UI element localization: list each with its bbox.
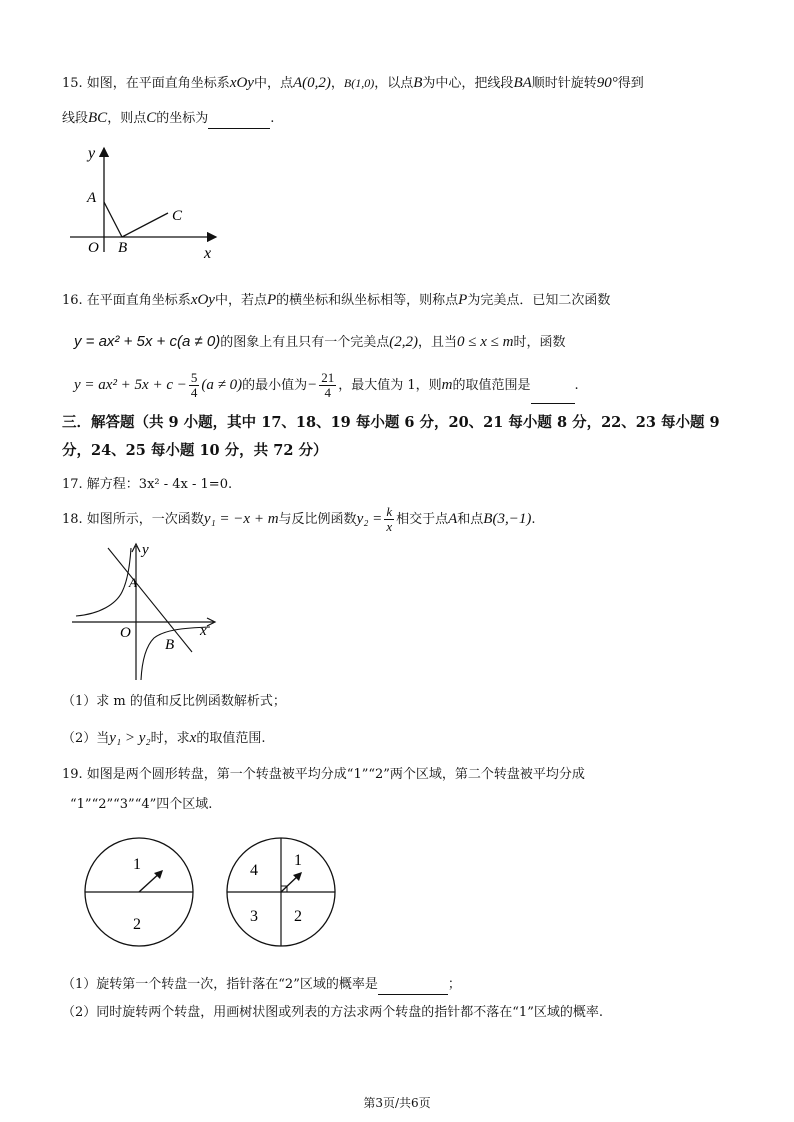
q19-part2: （2）同时旋转两个转盘，用画树状图或列表的方法求两个转盘的指针都不落在“1”区域的概率. <box>62 1005 603 1020</box>
label-o: O <box>120 625 131 641</box>
q19-answer-blank <box>378 976 448 995</box>
spinner-2-region-2: 2 <box>294 908 302 925</box>
hyperbola-branch-2nd-quadrant <box>76 548 131 616</box>
section3-heading-line2: 分，24、25 每小题 10 分，共 72 分） <box>62 442 328 459</box>
q18-part2: （2）当y₁ > y₂时，求x的取值范围. <box>62 730 266 746</box>
label-x: x <box>204 245 212 262</box>
label-y: y <box>88 145 96 162</box>
spinner-1 <box>82 835 196 949</box>
q17-text: 17. 解方程：3x² - 4x - 1=0. <box>62 477 233 492</box>
spinner-1-region-2: 2 <box>133 916 141 933</box>
q16-function-2: y = ax² + 5x + c − <box>74 377 187 393</box>
label-a: A <box>87 190 97 206</box>
q18-part1: （1）求 m 的值和反比例函数解析式； <box>62 694 286 709</box>
label-c: C <box>172 208 183 224</box>
fraction-21-4: $\frac{21}{4}$ <box>321 370 335 400</box>
segment-ab <box>104 202 122 237</box>
label-y: y <box>142 542 149 558</box>
spinner-2-region-3: 3 <box>250 908 258 925</box>
q15-line1: 15. 如图，在平面直角坐标系xOy中，点A(0,2)，B(1,0)，以点B为中心，把线段BA顺时针旋转90°得到 <box>62 75 644 91</box>
q15-point-a: A(0,2) <box>292 75 331 91</box>
fraction-k-x: $\frac{k}{x}$ <box>386 504 393 534</box>
figure-q18 <box>70 540 220 685</box>
q16-answer-blank <box>531 369 575 404</box>
q15-answer-blank <box>208 110 270 129</box>
q15-line2: 线段BC，则点C的坐标为 . <box>62 109 274 129</box>
spinner-2-region-1: 1 <box>294 852 302 869</box>
label-b: B <box>118 240 128 256</box>
label-b: B <box>165 637 175 653</box>
spinner-2 <box>224 835 338 949</box>
q19-part1: （1）旋转第一个转盘一次，指针落在“2”区域的概率是 ； <box>62 976 461 995</box>
label-o: O <box>88 240 99 256</box>
q15-point-b: B(1,0) <box>343 76 375 90</box>
page-footer: 第3页/共6页 <box>363 1096 431 1110</box>
q19-line2: “1”“2”“3”“4”四个区域. <box>70 797 213 812</box>
q19-line1: 19. 如图是两个圆形转盘，第一个转盘被平均分成“1”“2”两个区域，第二个转盘被平均分成 <box>62 767 585 782</box>
section3-heading-line1: 三．解答题（共 9 小题，其中 17、18、19 每小题 6 分，20、21 每小题 8 分，22、23 每小题 9 <box>62 414 720 431</box>
spinner-2-region-4: 4 <box>250 862 258 879</box>
label-a: A <box>129 575 137 590</box>
fraction-5-4: $\frac{5}{4}$ <box>190 370 198 400</box>
q16-function-1: y = ax² + 5x + c(a ≠ 0) <box>74 333 221 350</box>
figure-q15 <box>66 140 236 265</box>
segment-bc <box>122 213 168 237</box>
q16-line1: 16. 在平面直角坐标系xOy中，若点P的横坐标和纵坐标相等，则称点P为完美点．已知二次函数 <box>62 292 611 308</box>
q16-line3: y = ax² + 5x + c − $\frac{5}{4}$ (a ≠ 0)的最小值为− $\frac{21}{4}$ ，最大值为 1，则m的取值范围是 . <box>74 368 579 404</box>
q16-line2: y = ax² + 5x + c(a ≠ 0)的图象上有且只有一个完美点(2,2)，且当0 ≤ x ≤ m时，函数 <box>74 333 566 350</box>
q18-line1: 18. 如图所示，一次函数y₁ = −x + m与反比例函数y₂ = $\frac{k}{x}$ 相交于点A和点B(3,−1). <box>62 504 536 534</box>
spinner-1-region-1: 1 <box>133 856 141 873</box>
label-x: x <box>200 623 207 639</box>
q15-xoy: xOy <box>229 75 254 91</box>
